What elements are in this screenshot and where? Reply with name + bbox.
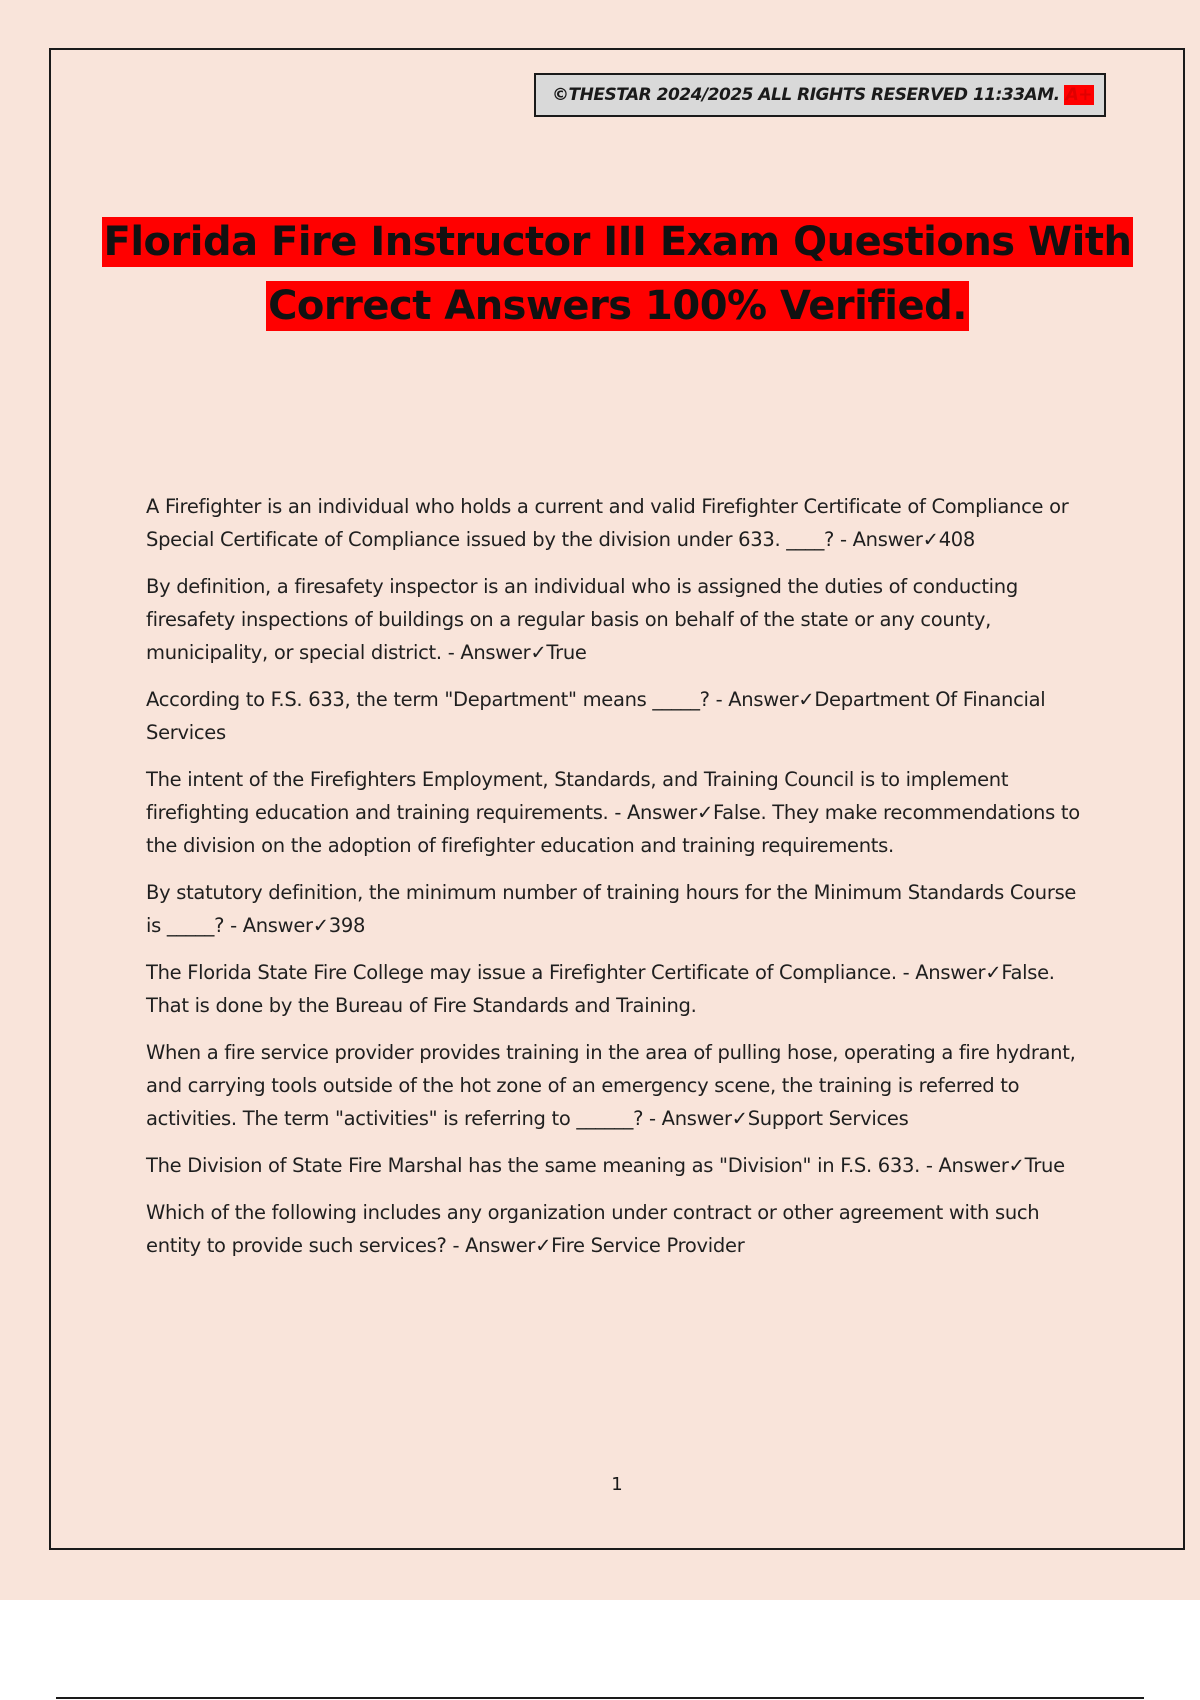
copyright-text: ©THESTAR 2024/2025 ALL RIGHTS RESERVED 11:33AM.	[552, 85, 1060, 105]
page-number: 1	[611, 1474, 623, 1495]
qa-item: Which of the following includes any organization under contract or other agreement with such entity to provide such services? - Answer✓Fire Service Provider	[146, 1201, 1040, 1257]
qa-item: When a fire service provider provides training in the area of pulling hose, operating a fire hydrant, and carrying tools outside of the hot zone of an emergency scene, the training is referred to activities. The term "activities" is referring to ______? - Answer✓Support Services	[146, 1041, 1076, 1130]
title-line-2: Correct Answers 100% Verified.	[268, 283, 967, 329]
qa-item: A Firefighter is an individual who holds a current and valid Firefighter Certificate of Compliance or Special Certificate of Compliance issued by the division under 633. ____? - Answer✓408	[146, 495, 1069, 551]
qa-item: The Florida State Fire College may issue a Firefighter Certificate of Compliance. - Answer✓False. That is done by the Bureau of Fire Standards and Training.	[146, 961, 1055, 1017]
qa-item: According to F.S. 633, the term "Department" means _____? - Answer✓Department Of Financial Services	[146, 688, 1046, 744]
copyright-header	[534, 73, 1106, 117]
bottom-divider	[56, 1697, 1144, 1699]
qa-list	[146, 490, 1096, 1276]
grade-badge: A+	[1065, 85, 1092, 105]
title-line-1: Florida Fire Instructor III Exam Questions With	[103, 219, 1132, 265]
qa-item: By statutory definition, the minimum number of training hours for the Minimum Standards Course is _____? - Answer✓398	[146, 881, 1077, 937]
document-title	[80, 210, 1155, 338]
qa-item: The intent of the Firefighters Employment, Standards, and Training Council is to implement firefighting education and training requirements. - Answer✓False. They make recommendations to the division on the adoption of firefighter education and training requirements.	[146, 768, 1080, 857]
qa-item: By definition, a firesafety inspector is an individual who is assigned the duties of conducting firesafety inspections of buildings on a regular basis on behalf of the state or any county, municipality, or special district. - Answer✓True	[146, 575, 1018, 664]
qa-item: The Division of State Fire Marshal has the same meaning as "Division" in F.S. 633. - Answer✓True	[146, 1154, 1065, 1177]
